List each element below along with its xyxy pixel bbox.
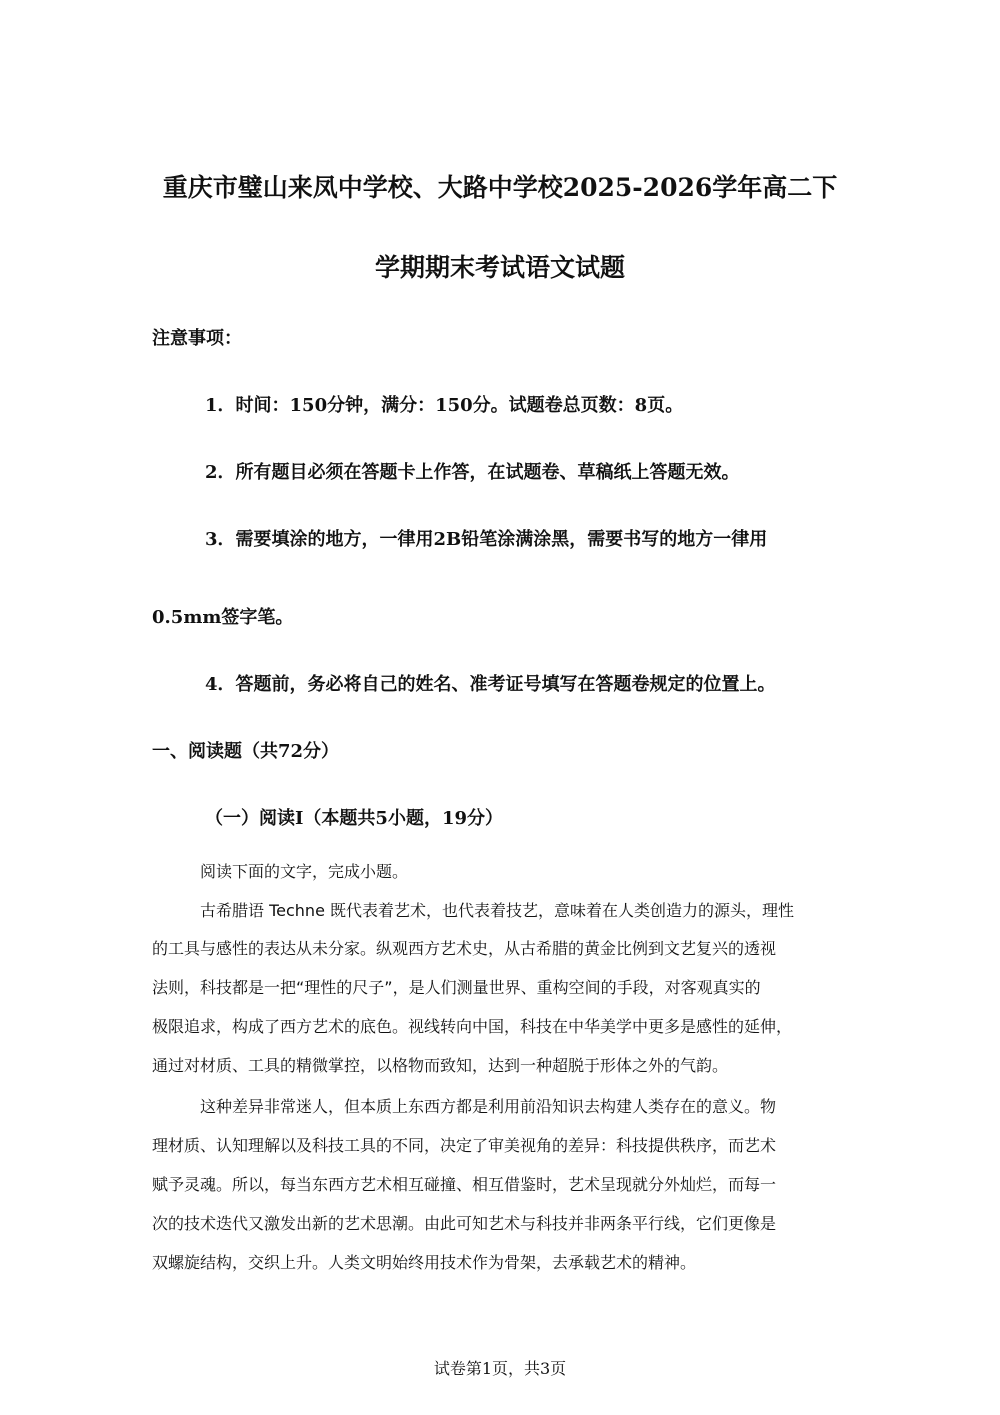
paragraph-2-line: 这种差异非常迷人，但本质上东西方都是利用前沿知识去构建人类存在的意义。物 <box>200 1097 777 1116</box>
notice-item-3-line-1: 3．需要填涂的地方，一律用2B铅笔涂满涂黑，需要书写的地方一律用 <box>205 529 768 550</box>
page-footer: 试卷第1页，共3页 <box>433 1359 567 1378</box>
paragraph-1-line: 法则，科技都是一把“理性的尺子”，是人们测量世界、重构空间的手段，对客观真实的 <box>152 978 761 997</box>
subsection-heading: （一）阅读I（本题共5小题，19分） <box>205 808 503 829</box>
section-heading: 一、阅读题（共72分） <box>152 741 340 762</box>
notice-item-2: 2．所有题目必须在答题卡上作答，在试题卷、草稿纸上答题无效。 <box>205 462 740 483</box>
document-title-line-2: 学期期末考试语文试题 <box>374 253 625 282</box>
paragraph-1-line: 的工具与感性的表达从未分家。纵观西方艺术史，从古希腊的黄金比例到文艺复兴的透视 <box>152 939 777 958</box>
paragraph-1-line: 古希腊语 Techne 既代表着艺术，也代表着技艺，意味着在人类创造力的源头，理性 <box>200 901 794 920</box>
paragraph-1-line: 极限追求，构成了西方艺术的底色。视线转向中国，科技在中华美学中更多是感性的延伸， <box>152 1017 793 1036</box>
paragraph-2-line: 双螺旋结构，交织上升。人类文明始终用技术作为骨架，去承载艺术的精神。 <box>152 1253 697 1272</box>
paragraph-2-line: 次的技术迭代又激发出新的艺术思潮。由此可知艺术与科技并非两条平行线，它们更像是 <box>152 1214 777 1233</box>
notice-heading: 注意事项： <box>152 328 242 349</box>
paragraph-2-line: 理材质、认知理解以及科技工具的不同，决定了审美视角的差异：科技提供秩序，而艺术 <box>152 1136 777 1155</box>
notice-item-3-line-2: 0.5mm签字笔。 <box>152 607 294 628</box>
paragraph-1-line: 通过对材质、工具的精微掌控，以格物而致知，达到一种超脱于形体之外的气韵。 <box>152 1056 729 1075</box>
notice-item-4: 4．答题前，务必将自己的姓名、准考证号填写在答题卷规定的位置上。 <box>205 674 776 695</box>
document-title-line-1: 重庆市璧山来凤中学校、大路中学校2025-2026学年高二下 <box>162 173 838 202</box>
notice-item-1: 1．时间：150分钟，满分：150分。试题卷总页数：8页。 <box>205 395 684 416</box>
reading-instruction: 阅读下面的文字，完成小题。 <box>200 862 409 881</box>
paragraph-2-line: 赋予灵魂。所以，每当东西方艺术相互碰撞、相互借鉴时，艺术呈现就分外灿烂，而每一 <box>152 1175 777 1194</box>
